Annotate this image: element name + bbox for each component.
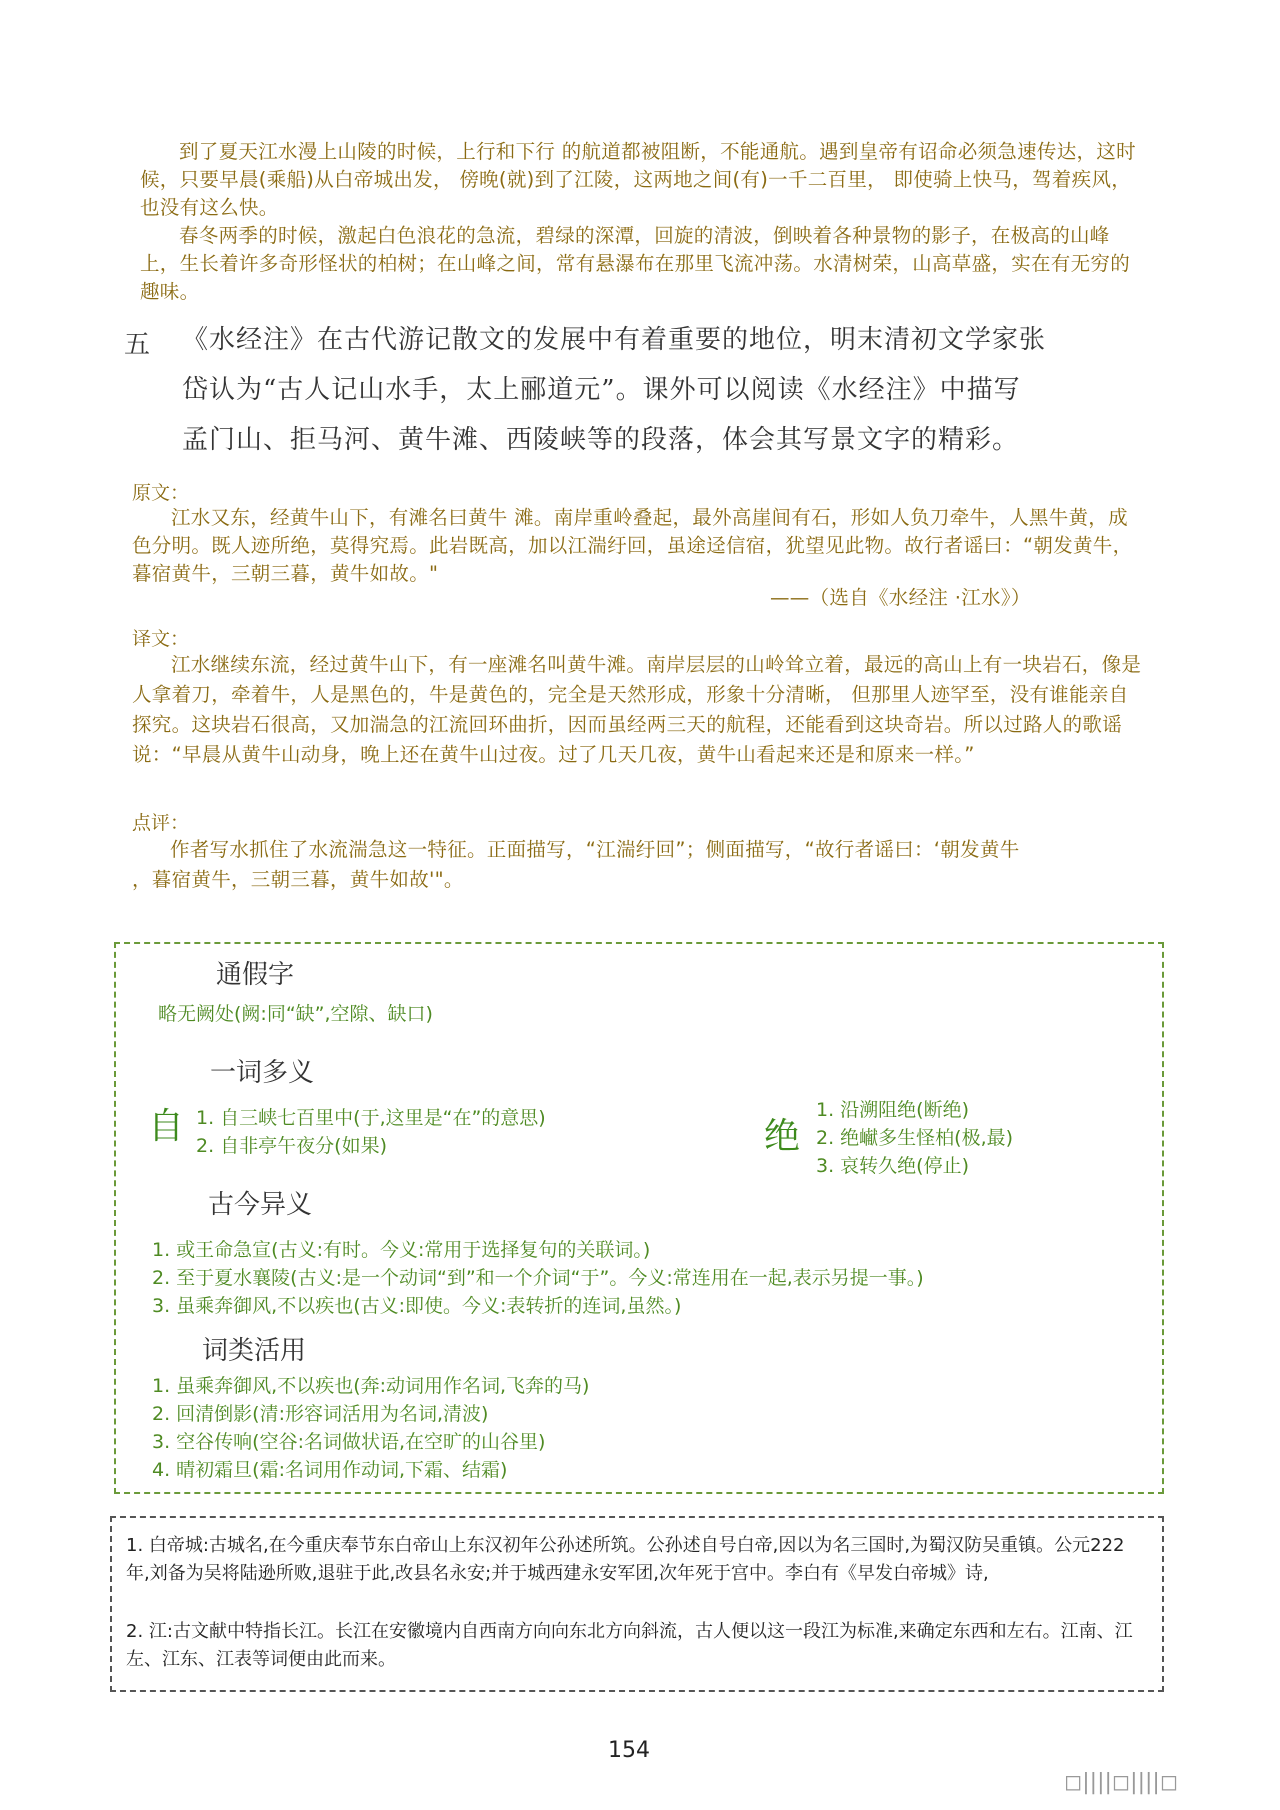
original-source: ——（选自《水经注 ·江水》）	[770, 586, 1031, 609]
ancient-modern-item-3: 3. 虽乘奔御风,不以疾也(古义:即使。今义:表转折的连词,虽然。)	[152, 1295, 682, 1317]
question-number: 五	[124, 330, 151, 360]
word-class-item-1: 1. 虽乘奔御风,不以疾也(奔:动词用作名词,飞奔的马)	[152, 1375, 590, 1397]
polysemy-heading: 一词多义	[210, 1058, 315, 1088]
question-line-1: 《水经注》在古代游记散文的发展中有着重要的地位，明末清初文学家张	[182, 325, 1047, 355]
word-class-heading: 词类活用	[202, 1336, 307, 1366]
comment-label: 点评：	[132, 812, 190, 834]
tongjia-heading: 通假字	[216, 960, 295, 990]
note-2: 2. 江:古文献中特指长江。长江在安徽境内自西南方向向东北方向斜流，古人便以这一段江为标准,来确定东西和左右。江南、江左、江东、江表等词便由此而来。	[126, 1621, 1133, 1670]
translation-label: 译文：	[132, 628, 190, 650]
word-class-item-2: 2. 回清倒影(清:形容词活用为名词,清波)	[152, 1403, 489, 1425]
translation-paragraph-1: 到了夏天江水漫上山陵的时候，上行和下行 的航道都被阻断，不能通航。遇到皇帝有诏命必须急速传达，这时候，只要早晨(乘船)从白帝城出发， 傍晚(就)到了江陵，这两地之间(有)一千二百里， 即使骑上快马，驾着疾风，也没有这么快。	[140, 140, 1136, 219]
question-line-2: 岱认为“古人记山水手，太上郦道元”。课外可以阅读《水经注》中描写	[182, 375, 1021, 405]
word-class-item-4: 4. 晴初霜旦(霜:名词用作动词,下霜、结霜)	[152, 1459, 508, 1481]
viewer-toolbar-icons[interactable]: ◻||||◻||||◻	[1064, 1770, 1179, 1795]
original-text-label: 原文：	[132, 482, 190, 504]
comment-line-1: 作者写水抓住了水流湍急这一特征。正面描写，“江湍纡回”；侧面描写，“故行者谣曰：‘朝发黄牛	[170, 838, 1020, 861]
ancient-modern-heading: 古今异义	[208, 1190, 313, 1220]
zi-character: 自	[148, 1106, 185, 1147]
original-text: 江水又东，经黄牛山下，有滩名曰黄牛 滩。南岸重岭叠起，最外高崖间有石，形如人负刀牵牛，人黑牛黄，成色分明。既人迹所绝，莫得究焉。此岩既高，加以江湍纡回，虽途迳信宿，犹望见此物。故行者谣曰：“朝发黄牛，暮宿黄牛，三朝三暮，黄牛如故。"	[132, 506, 1133, 585]
word-class-item-3: 3. 空谷传响(空谷:名词做状语,在空旷的山谷里)	[152, 1431, 546, 1453]
jue-meaning-1: 1. 沿溯阻绝(断绝)	[816, 1099, 969, 1121]
ancient-modern-item-2: 2. 至于夏水襄陵(古义:是一个动词“到”和一个介词“于”。今义:常连用在一起,表示另提一事。)	[152, 1267, 924, 1289]
question-line-3: 孟门山、拒马河、黄牛滩、西陵峡等的段落，体会其写景文字的精彩。	[182, 425, 1020, 455]
jue-character: 绝	[764, 1116, 801, 1157]
translation-text: 江水继续东流，经过黄牛山下，有一座滩名叫黄牛滩。南岸层层的山岭耸立着，最远的高山上有一块岩石，像是人拿着刀，牵着牛，人是黑色的，牛是黄色的，完全是天然形成，形象十分清晰， 但那里人迹罕至，没有谁能亲自探究。这块岩石很高，又加湍急的江流回环曲折，因而虽经两三天的航程，还能看到这块奇岩。所以过路人的歌谣说：“早晨从黄牛山动身，晚上还在黄牛山过夜。过了几天几夜，黄牛山看起来还是和原来一样。”	[132, 653, 1142, 766]
page-number: 154	[608, 1738, 650, 1763]
comment-line-2: ，暮宿黄牛，三朝三暮，黄牛如故'"。	[132, 868, 464, 891]
ancient-modern-item-1: 1. 或王命急宣(古义:有时。今义:常用于选择复句的关联词。)	[152, 1239, 651, 1261]
note-1: 1. 白帝城:古城名,在今重庆奉节东白帝山上东汉初年公孙述所筑。公孙述自号白帝,因以为名三国时,为蜀汉防吴重镇。公元222年,刘备为吴将陆逊所败,退驻于此,改县名永安;并于城西建永安军团,次年死于宫中。李白有《早发白帝城》诗,	[126, 1535, 1125, 1584]
tongjia-item: 略无阙处(阙:同“缺”,空隙、缺口)	[158, 1003, 433, 1025]
zi-meaning-2: 2. 自非亭午夜分(如果)	[196, 1135, 387, 1157]
jue-meaning-2: 2. 绝𪩘多生怪柏(极,最)	[816, 1127, 1014, 1149]
zi-meaning-1: 1. 自三峡七百里中(于,这里是“在”的意思)	[196, 1107, 546, 1129]
jue-meaning-3: 3. 哀转久绝(停止)	[816, 1155, 969, 1177]
translation-paragraph-2: 春冬两季的时候，激起白色浪花的急流，碧绿的深潭，回旋的清波，倒映着各种景物的影子，在极高的山峰上，生长着许多奇形怪状的柏树；在山峰之间，常有悬瀑布在那里飞流冲荡。水清树荣，山高草盛，实在有无穷的趣味。	[140, 224, 1131, 303]
